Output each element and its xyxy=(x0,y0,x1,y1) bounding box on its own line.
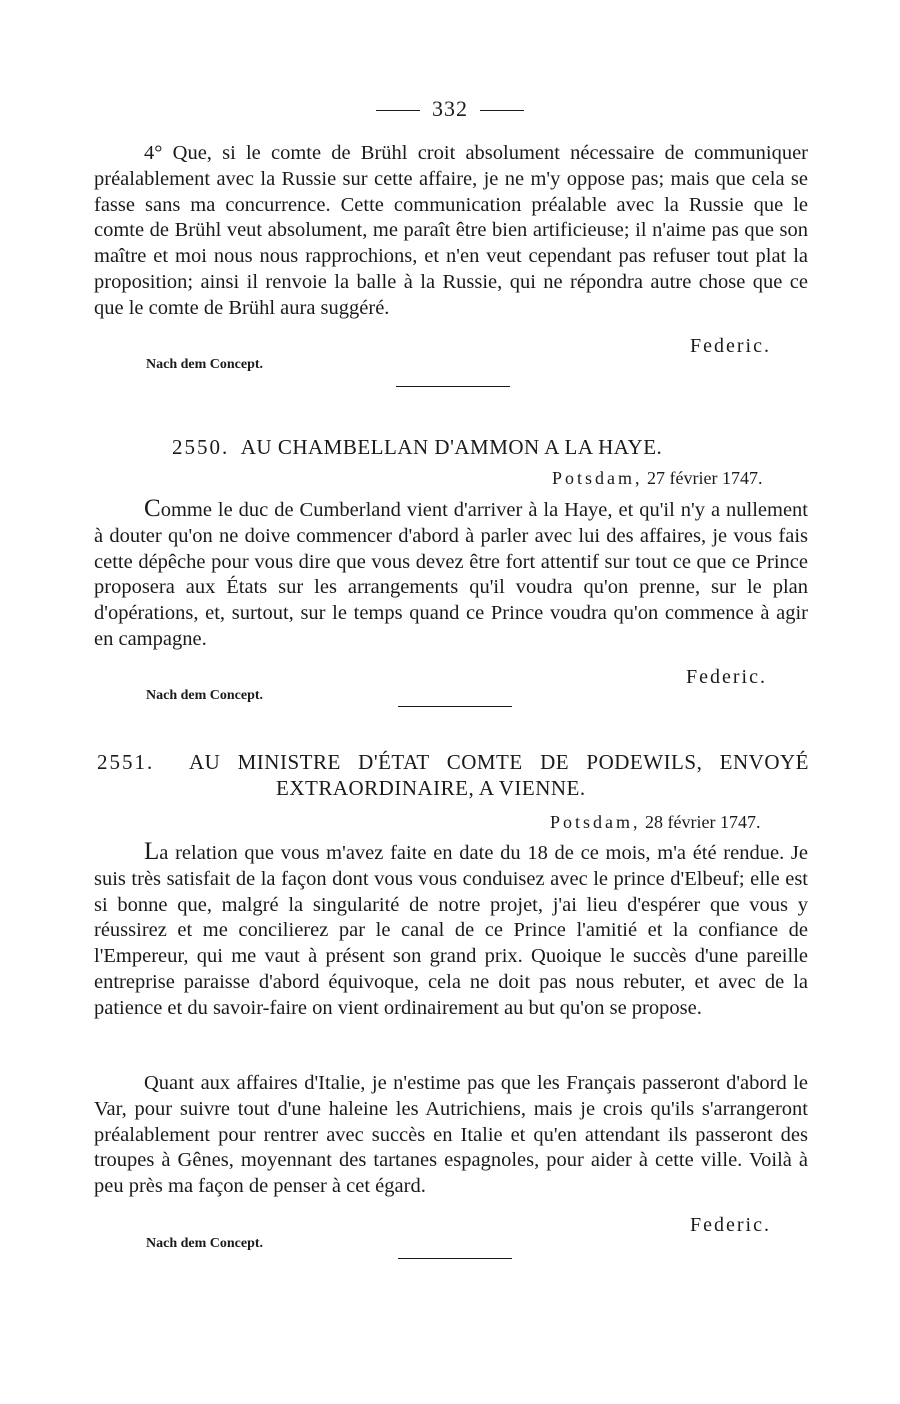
letter-2551-source-note: Nach dem Concept. xyxy=(146,1236,264,1251)
letter-2550-source-note: Nach dem Concept. xyxy=(146,688,264,703)
letter-2551-place: Potsdam, xyxy=(550,812,641,832)
letter-2550-place: Potsdam, xyxy=(552,468,643,488)
letter-2550-date: 27 février 1747. xyxy=(647,468,763,488)
page-number-dash-left xyxy=(376,110,420,111)
letter-2551-number: 2551. xyxy=(97,750,155,774)
page-number-dash-right xyxy=(480,110,524,111)
letter-2550-initial: C xyxy=(144,495,161,522)
letter-2550-heading xyxy=(172,435,662,460)
letter-2551-paragraph-1-text: a relation que vous m'avez faite en date du 18 de ce mois, m'a été rendue. Je suis très satisfait de la façon dont vous vous conduisez avec le prince d'Elbeuf; elle est si bonne que, malgré la singularité de notre projet, j'ai lieu d'espérer que vous y réussirez et me concilierez par le canal de ce Prince l'amitié et la confiance de l'Empereur, qui me vaut à présent son grand prix. Quoique le succès d'une pareille entreprise paraisse d'abord équivoque, cela ne doit pas nous rebuter, et avec de la patience et du savoir-faire on vient ordinairement au but qu'on se propose. xyxy=(94,842,808,1019)
letter-2550-signature: Federic. xyxy=(686,666,767,688)
fragment-signature: Federic. xyxy=(690,335,771,357)
letter-2550-number: 2550. xyxy=(172,435,230,459)
letter-2550-dateline xyxy=(552,468,762,489)
letter-2551-initial: L xyxy=(144,838,160,865)
separator-rule xyxy=(398,1258,512,1259)
separator-rule xyxy=(396,386,510,387)
letter-2551-title-line1: AU MINISTRE D'ÉTAT COMTE DE PODEWILS, ENVOYÉ xyxy=(188,750,809,774)
letter-2550-body-text: omme le duc de Cumberland vient d'arriver à la Haye, et qu'il n'y a nullement à douter qu'on ne doive commencer d'abord à parler avec lui des affaires, je vous fais cette dépêche pour vous dire que vous devez être fort attentif sur tout ce que ce Prince proposera aux États sur les arrangements qu'il voudra qu'on prenne, sur le plan d'opérations, et, surtout, sur le temps quand ce Prince voudra qu'on commence à agir en campagne. xyxy=(94,499,808,650)
letter-2550-body xyxy=(94,496,808,653)
letter-2551-signature: Federic. xyxy=(690,1214,771,1236)
letter-2551-dateline xyxy=(550,812,760,833)
letter-2551-paragraph-1 xyxy=(94,839,808,1022)
fragment-source-note: Nach dem Concept. xyxy=(146,357,264,372)
fragment-paragraph: 4° Que, si le comte de Brühl croit absolument nécessaire de communiquer préalablement avec la Russie sur cette affaire, je ne m'y oppose pas; mais que cela se fasse sans ma concurrence. Cette communication préalable avec la Russie que le comte de Brühl veut absolument, me paraît être bien artificieuse; il n'aime pas que son maître et moi nous nous rapprochions, et n'en veut cependant pas refuser tout plat la proposition; ainsi il renvoie la balle à la Russie, qui ne répondra autre chose que ce que le comte de Brühl aura suggéré. xyxy=(94,142,808,319)
letter-2550-title: AU CHAMBELLAN D'AMMON A LA HAYE. xyxy=(240,435,663,459)
letter-2551-heading-line1 xyxy=(97,750,809,775)
letter-2551-heading-line2: EXTRAORDINAIRE, A VIENNE. xyxy=(276,776,586,800)
separator-rule xyxy=(398,706,512,707)
page-number xyxy=(0,96,900,122)
letter-2551-date: 28 février 1747. xyxy=(645,812,761,832)
letter-2551-paragraph-2: Quant aux affaires d'Italie, je n'estime pas que les Français passeront d'abord le Var, pour suivre tout d'une haleine les Autrichiens, mais je crois qu'ils s'arrangeront préalablement pour rentrer avec succès en Italie et qu'en attendant ils passeront des troupes à Gênes, moyennant des tartanes espagnoles, pour aider à cette ville. Voilà à peu près ma façon de penser à cet égard. xyxy=(94,1072,808,1198)
page-number-text: 332 xyxy=(432,96,468,121)
